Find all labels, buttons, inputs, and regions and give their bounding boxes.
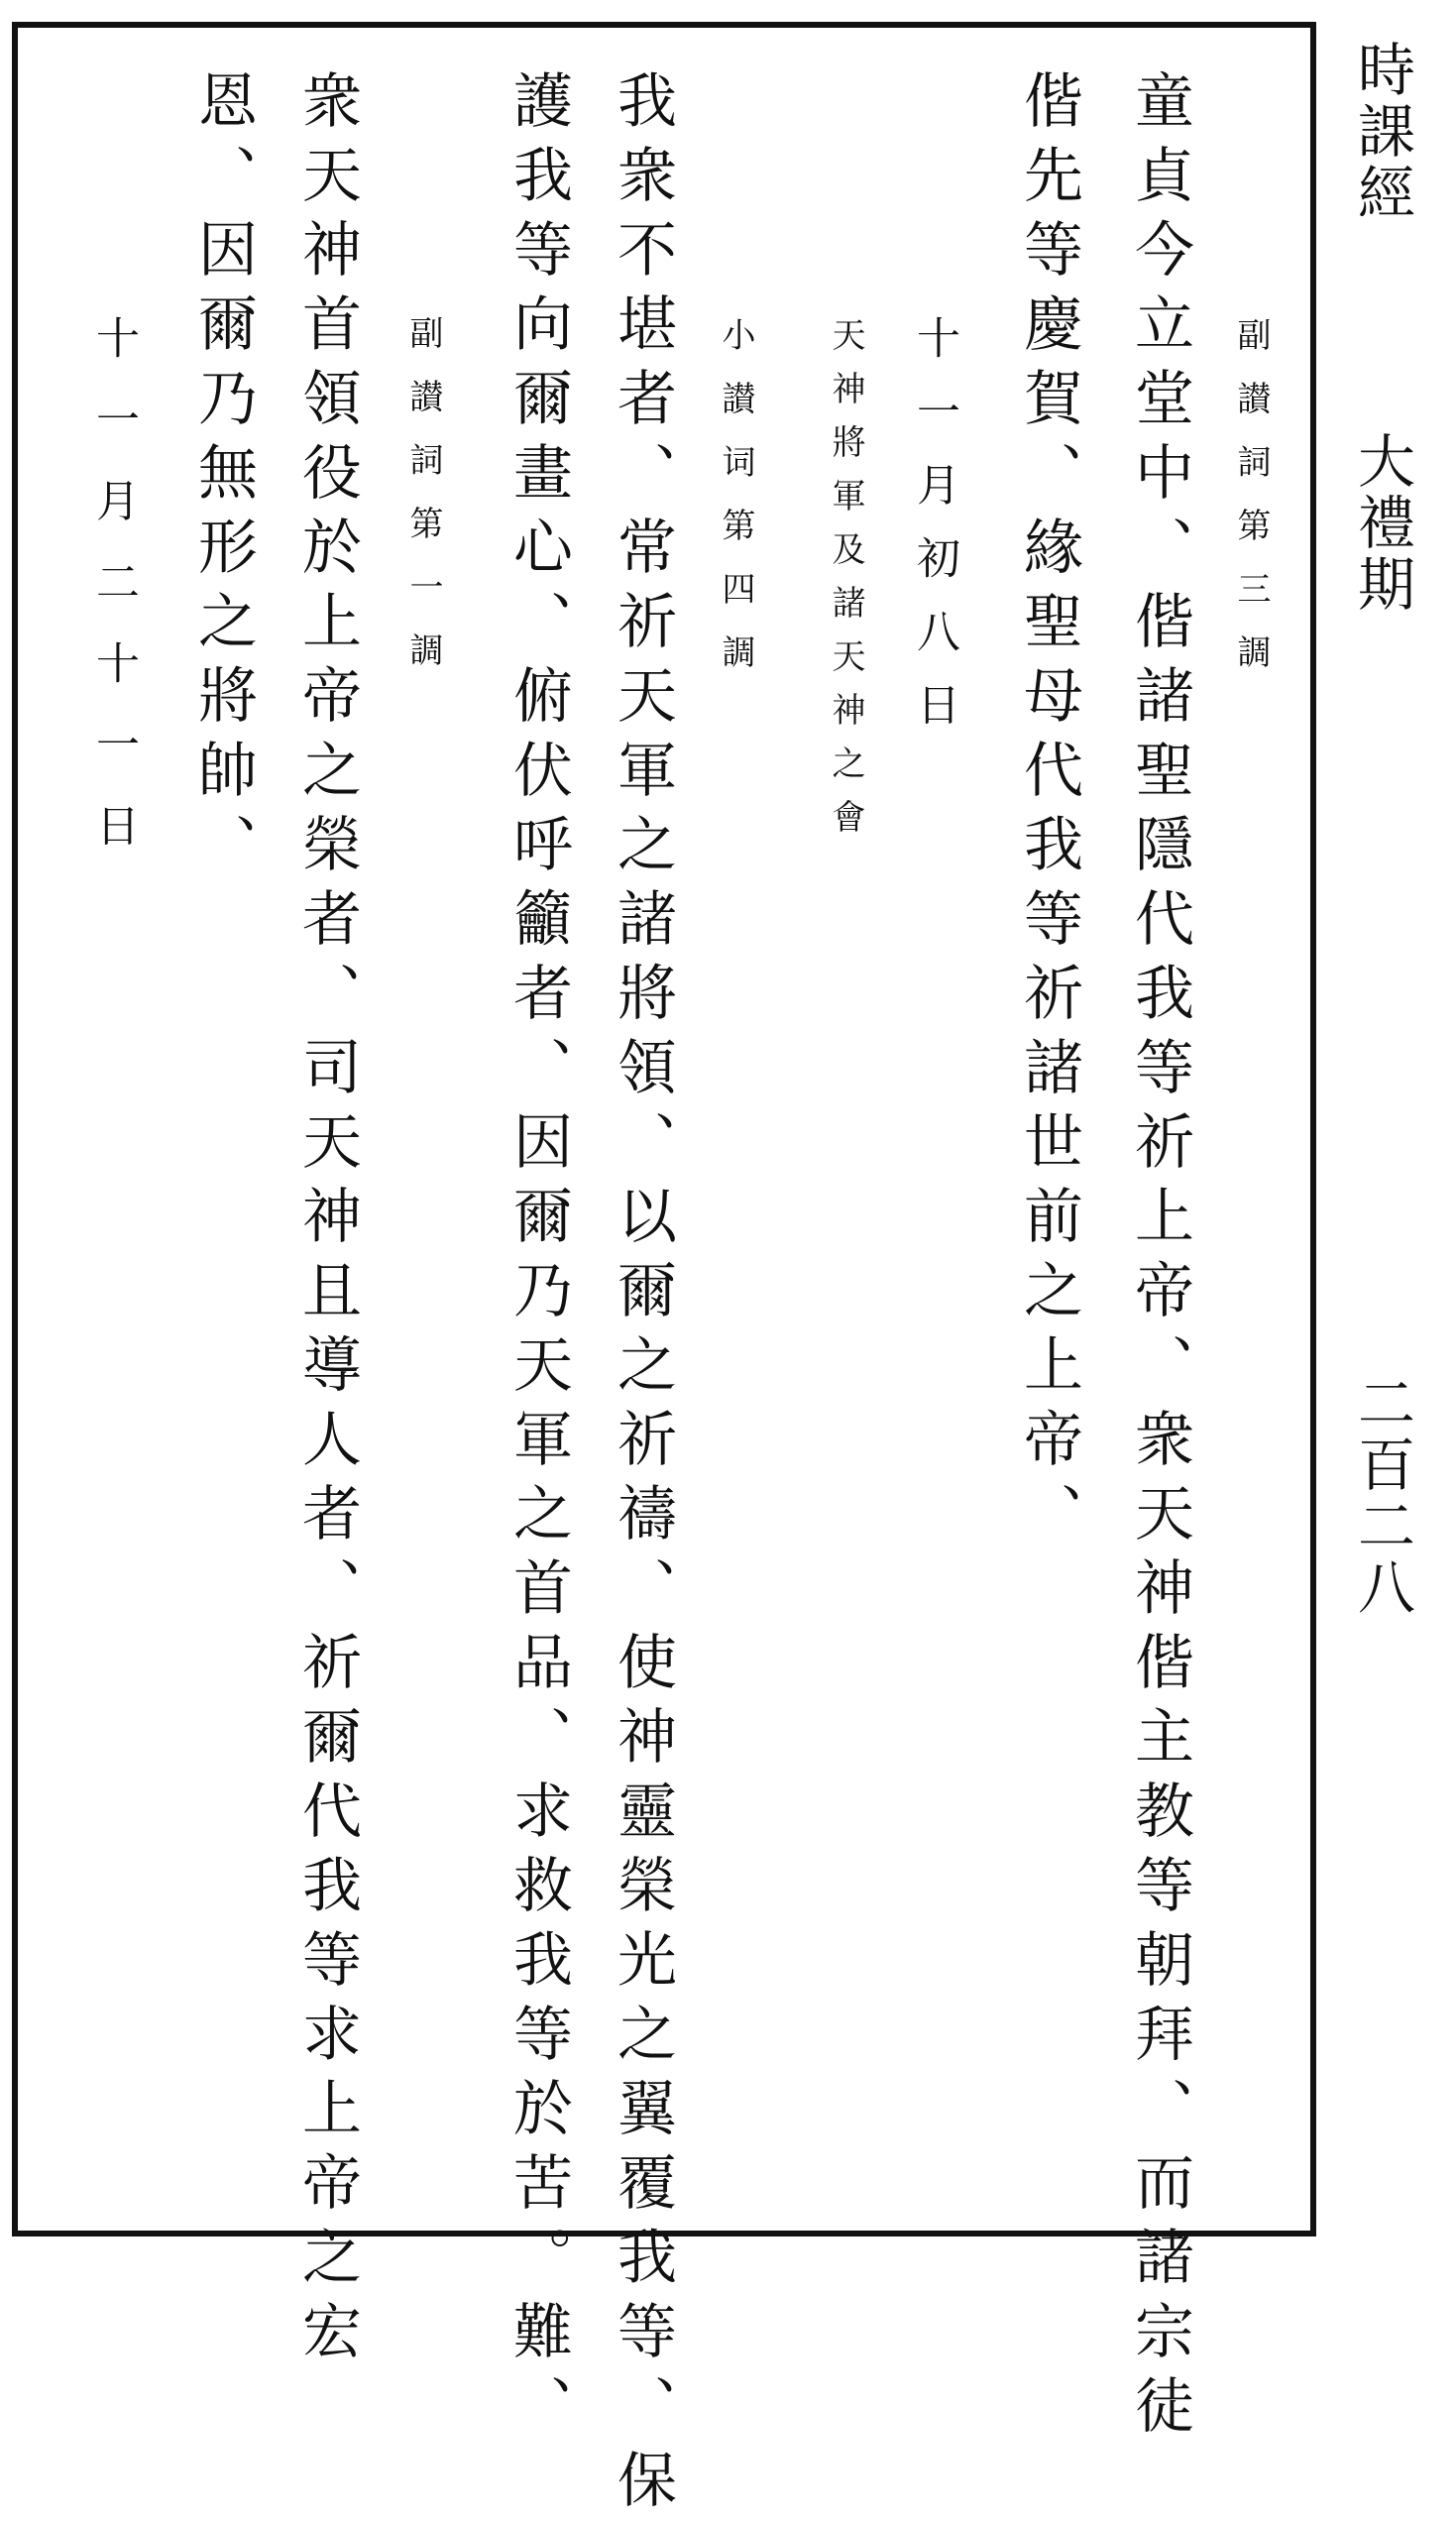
page-number: 二百二八 bbox=[1348, 1373, 1415, 1619]
subhymn-3-heading: 副讃詞第三調 bbox=[1231, 317, 1271, 698]
date-line-2: 十一月二十一日 bbox=[88, 315, 139, 884]
text-column-4: 護我等向爾畫心、俯伏呼籲者、因爾乃天軍之首品、求救我等於苦。難、 bbox=[504, 69, 573, 2449]
text-column-5: 衆天神首領役於上帝之榮者、司天神且導人者、祈爾代我等求上帝之宏 bbox=[292, 69, 362, 2374]
text-column-6: 恩、因爾乃無形之將帥、 bbox=[188, 69, 258, 887]
feast-title: 天神將軍及諸天神之會 bbox=[826, 317, 865, 853]
subhymn-1-heading: 副讃詞第一調 bbox=[403, 315, 443, 696]
book-title: 時課經 bbox=[1348, 40, 1415, 224]
short-hymn-4-heading: 小讃词第四調 bbox=[716, 317, 755, 698]
date-line-1: 十一月初八日 bbox=[909, 315, 959, 755]
text-column-2: 偕先等慶賀、緣聖母代我等祈諸世前之上帝、 bbox=[1014, 69, 1083, 1556]
text-column-3: 我衆不堪者、常祈天軍之諸將領、以爾之祈禱、使神靈榮光之翼覆我等、保 bbox=[608, 69, 677, 2523]
text-column-1: 童貞今立堂中、偕諸聖隱代我等祈上帝、衆天神偕主教等朝拜、而諸宗徒 bbox=[1125, 69, 1194, 2449]
volume-title: 大禮期 bbox=[1348, 431, 1415, 616]
